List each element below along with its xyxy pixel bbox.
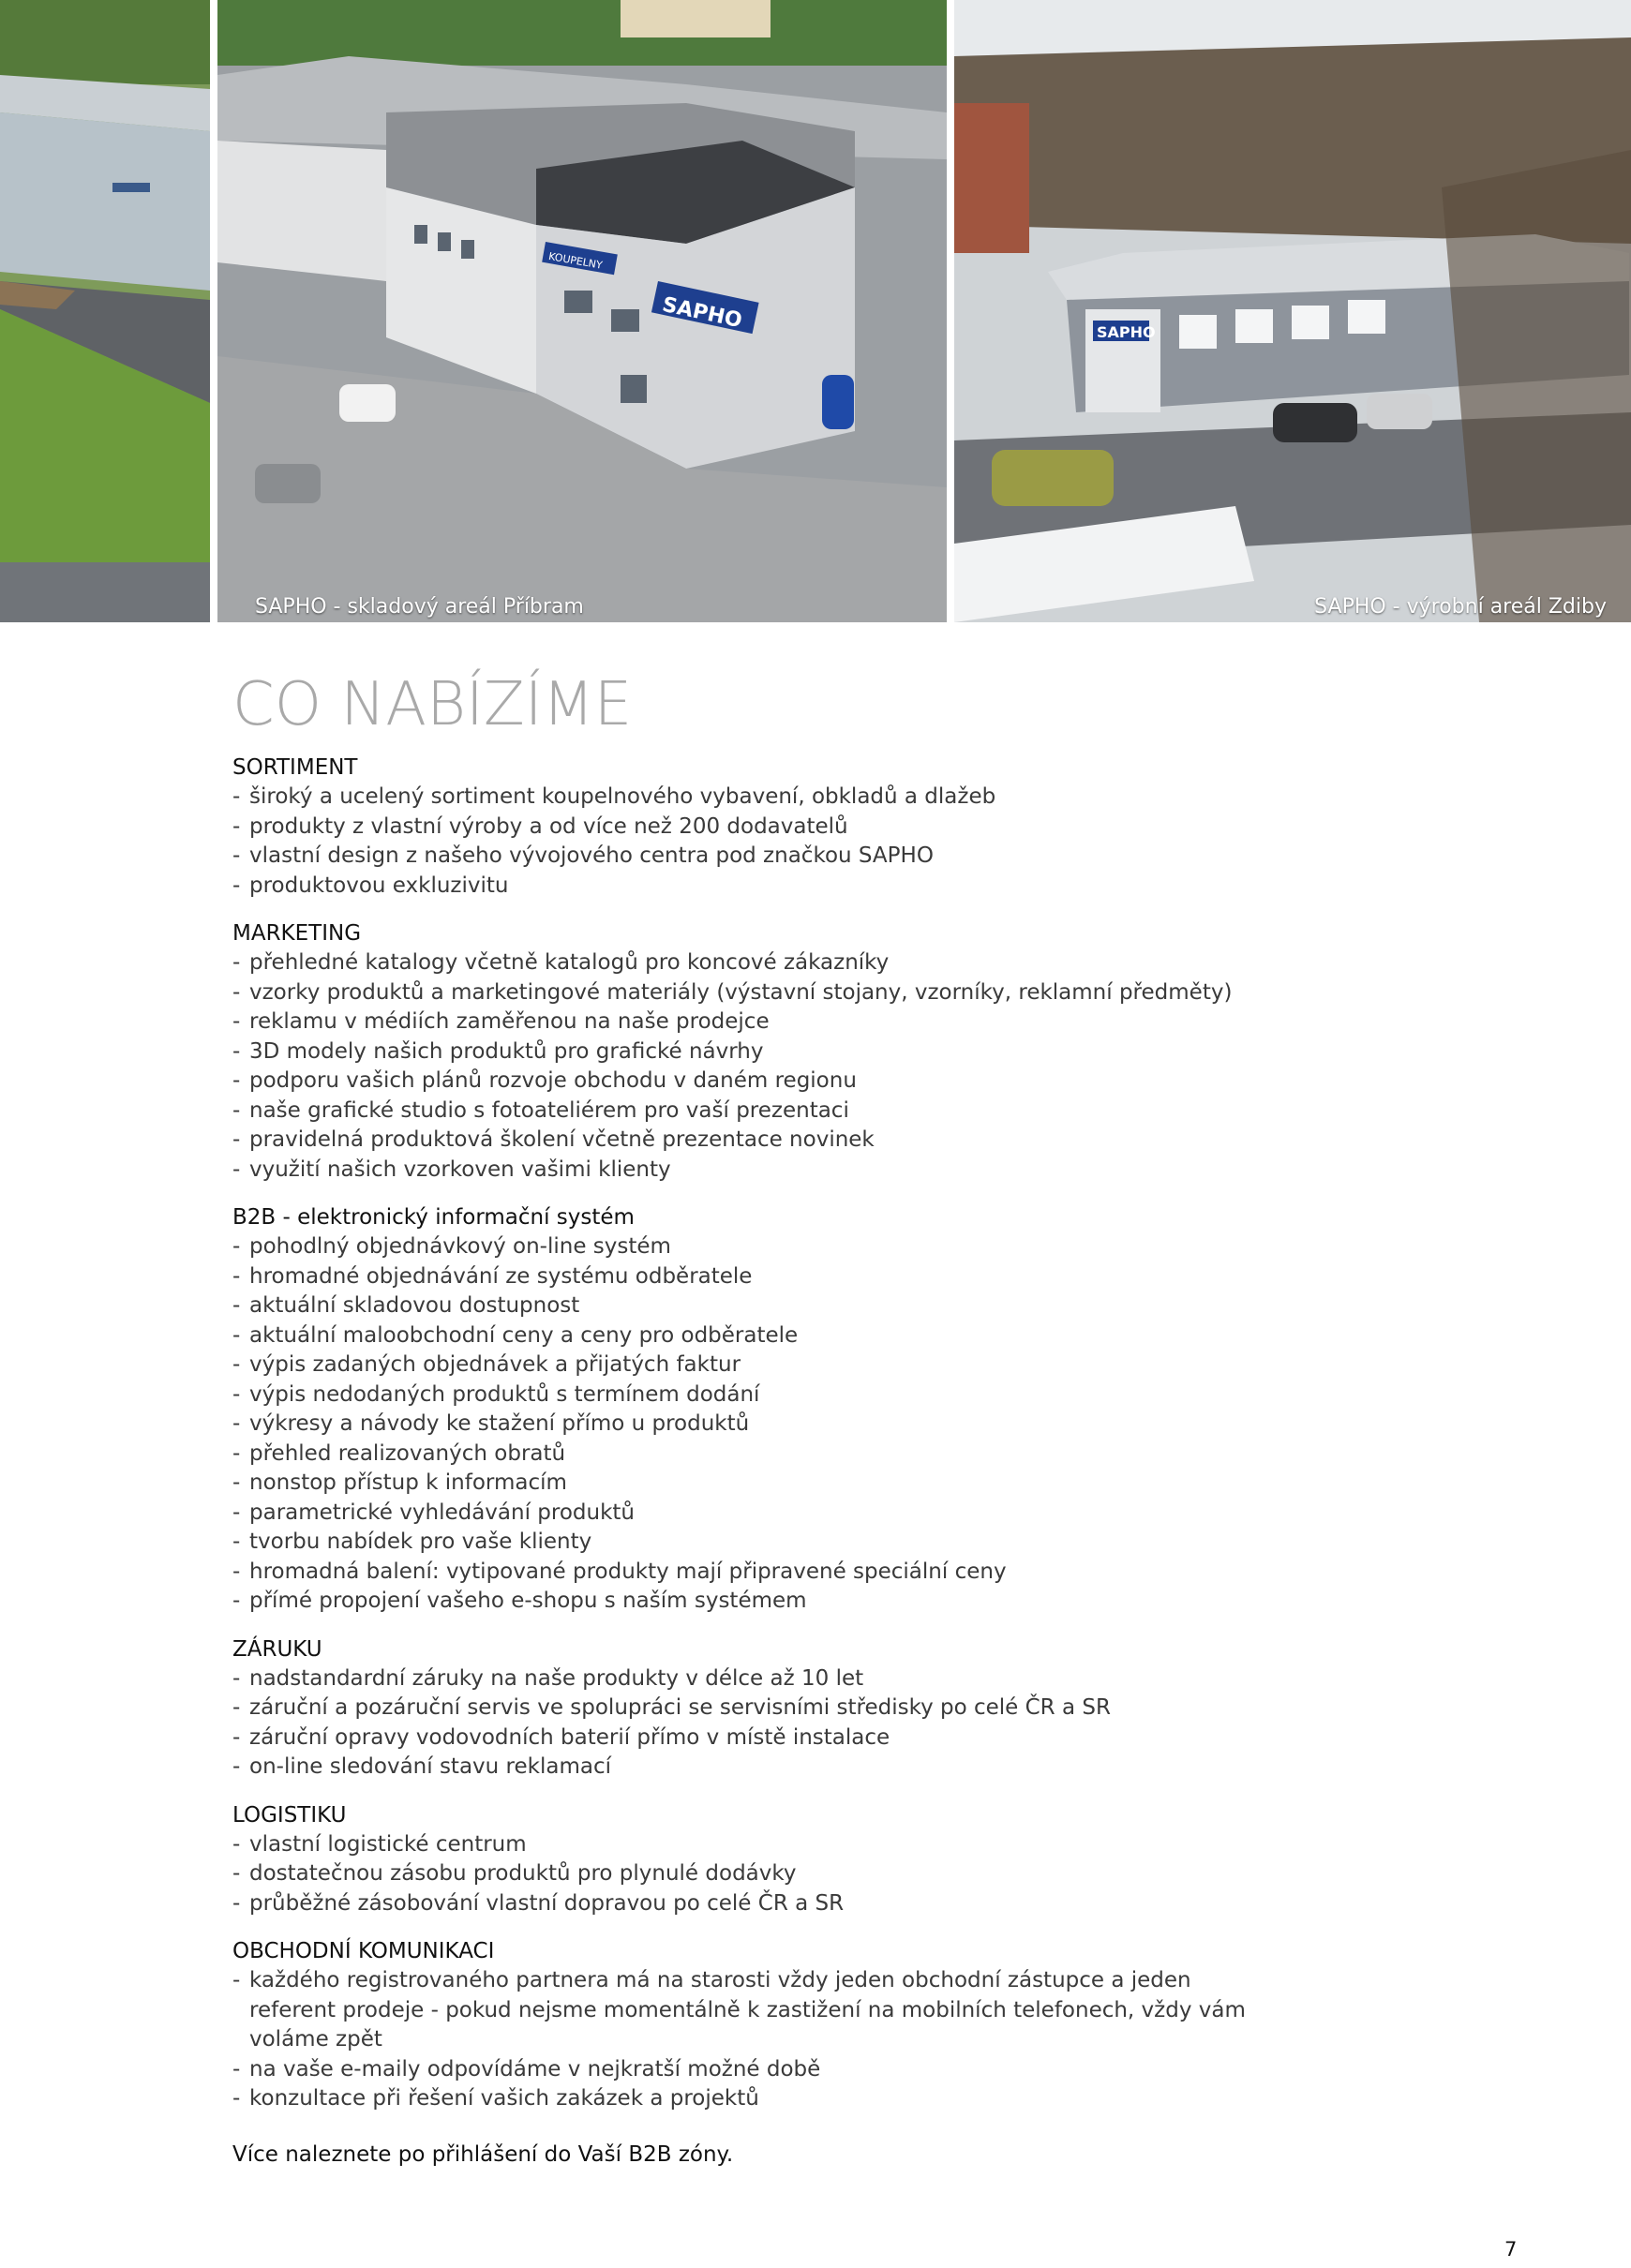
list-item: - aktuální maloobchodní ceny a ceny pro odběratele — [232, 1322, 799, 1348]
section-list — [232, 1966, 1264, 2114]
list-item: - reklamu v médiích zaměřenou na naše prodejce — [232, 1009, 770, 1034]
list-item: - vlastní logistické centrum — [232, 1831, 527, 1857]
list-item: - záruční opravy vodovodních baterií přímo v místě instalace — [232, 1724, 890, 1750]
warehouse-photo-pribram — [217, 0, 947, 622]
zdiby-building-illustration — [954, 0, 1631, 622]
section-list — [232, 948, 1264, 1185]
section-list — [232, 1830, 1264, 1919]
pribram-building-illustration — [217, 0, 947, 622]
list-item: - hromadné objednávání ze systému odběratele — [232, 1263, 753, 1289]
photo-strip — [0, 0, 1631, 622]
page-heading: CO NABÍZÍME — [232, 670, 633, 739]
production-photo-zdiby — [954, 0, 1631, 622]
list-item: - přehled realizovaných obratů — [232, 1440, 566, 1466]
section-title: LOGISTIKU — [232, 1802, 347, 1828]
photo-caption-pribram: SAPHO - skladový areál Příbram — [255, 595, 584, 619]
section-title: ZÁRUKU — [232, 1636, 322, 1662]
list-item: - výkresy a návody ke stažení přímo u produktů — [232, 1411, 750, 1436]
section-obchodni-komunikaci — [232, 1937, 1264, 2114]
section-sortiment — [232, 754, 1264, 901]
list-item: - produkty z vlastní výroby a od více než 200 dodavatelů — [232, 813, 848, 839]
section-logistiku — [232, 1801, 1264, 1919]
section-marketing — [232, 919, 1264, 1185]
list-item: - průběžné zásobování vlastní dopravou po celé ČR a SR — [232, 1890, 845, 1916]
list-item: - pohodlný objednávkový on-line systém — [232, 1234, 671, 1259]
list-item: - hromadná balení: vytipované produkty mají připravené speciální ceny — [232, 1559, 1007, 1584]
list-item: - záruční a pozáruční servis ve spolupráci se servisními středisky po celé ČR a SR — [232, 1695, 1111, 1720]
list-item: - naše grafické studio s fotoateliérem pro vaší prezentaci — [232, 1097, 849, 1123]
list-item: - aktuální skladovou dostupnost — [232, 1293, 580, 1318]
list-item: - nonstop přístup k informacím — [232, 1470, 567, 1495]
main-content — [232, 667, 1264, 2133]
section-list — [232, 1664, 1264, 1783]
footer-note: Více naleznete po přihlášení do Vaší B2B zóny. — [232, 2142, 734, 2167]
list-item: - produktovou exkluzivitu — [232, 873, 509, 898]
section-title: SORTIMENT — [232, 755, 358, 780]
list-item: - široký a ucelený sortiment koupelnového vybavení, obkladů a dlažeb — [232, 784, 996, 809]
section-title: B2B - elektronický informační systém — [232, 1205, 635, 1230]
list-item: - výpis nedodaných produktů s termínem dodání — [232, 1381, 760, 1407]
list-item: - pravidelná produktová školení včetně prezentace novinek — [232, 1127, 875, 1152]
warehouse-photo-left — [0, 0, 210, 622]
list-item: - využití našich vzorkoven vašimi klienty — [232, 1156, 671, 1182]
section-b2b — [232, 1203, 1264, 1617]
section-list — [232, 1232, 1264, 1617]
sapho-sign-text: SAPHO — [660, 292, 744, 334]
list-item: - 3D modely našich produktů pro grafické návrhy — [232, 1038, 764, 1064]
list-item: - tvorbu nabídek pro vaše klienty — [232, 1529, 592, 1554]
list-item: - přehledné katalogy včetně katalogů pro koncové zákazníky — [232, 950, 890, 975]
list-item: - na vaše e-maily odpovídáme v nejkratší možné době — [232, 2056, 821, 2081]
photo-caption-zdiby: SAPHO - výrobní areál Zdiby — [1314, 595, 1607, 619]
section-list — [232, 783, 1264, 901]
section-title: OBCHODNÍ KOMUNIKACI — [232, 1939, 495, 1963]
list-item: - on-line sledování stavu reklamací — [232, 1754, 611, 1779]
page-number: 7 — [1504, 2238, 1518, 2261]
list-item: - parametrické vyhledávání produktů — [232, 1500, 636, 1525]
list-item: - přímé propojení vašeho e-shopu s naším systémem — [232, 1589, 807, 1613]
warehouse-illustration-left — [0, 0, 210, 622]
sapho-sign-text-zdiby: SAPHO — [1097, 323, 1156, 341]
koupelny-sign-text: KOUPELNY — [547, 249, 604, 272]
list-item: - dostatečnou zásobu produktů pro plynulé dodávky — [232, 1861, 797, 1886]
list-item: - výpis zadaných objednávek a přijatých faktur — [232, 1352, 741, 1377]
list-item: - vlastní design z našeho vývojového centra pod značkou SAPHO — [232, 843, 934, 868]
list-item: - podporu vašich plánů rozvoje obchodu v daném regionu — [232, 1068, 857, 1093]
list-item: - konzultace při řešení vašich zakázek a projektů — [232, 2086, 759, 2111]
list-item: - vzorky produktů a marketingové materiály (výstavní stojany, vzorníky, reklamní předměty) — [232, 979, 1233, 1005]
section-title: MARKETING — [232, 921, 362, 946]
section-zaruku — [232, 1635, 1264, 1783]
list-item: - nadstandardní záruky na naše produkty v délce až 10 let — [232, 1665, 864, 1691]
list-item: - každého registrovaného partnera má na starosti vždy jeden obchodní zástupce a jeden referent prodeje - pokud nejsme momentálně k zastižení na mobilních telefonech, vždy vám voláme zpět — [232, 1968, 1246, 2052]
